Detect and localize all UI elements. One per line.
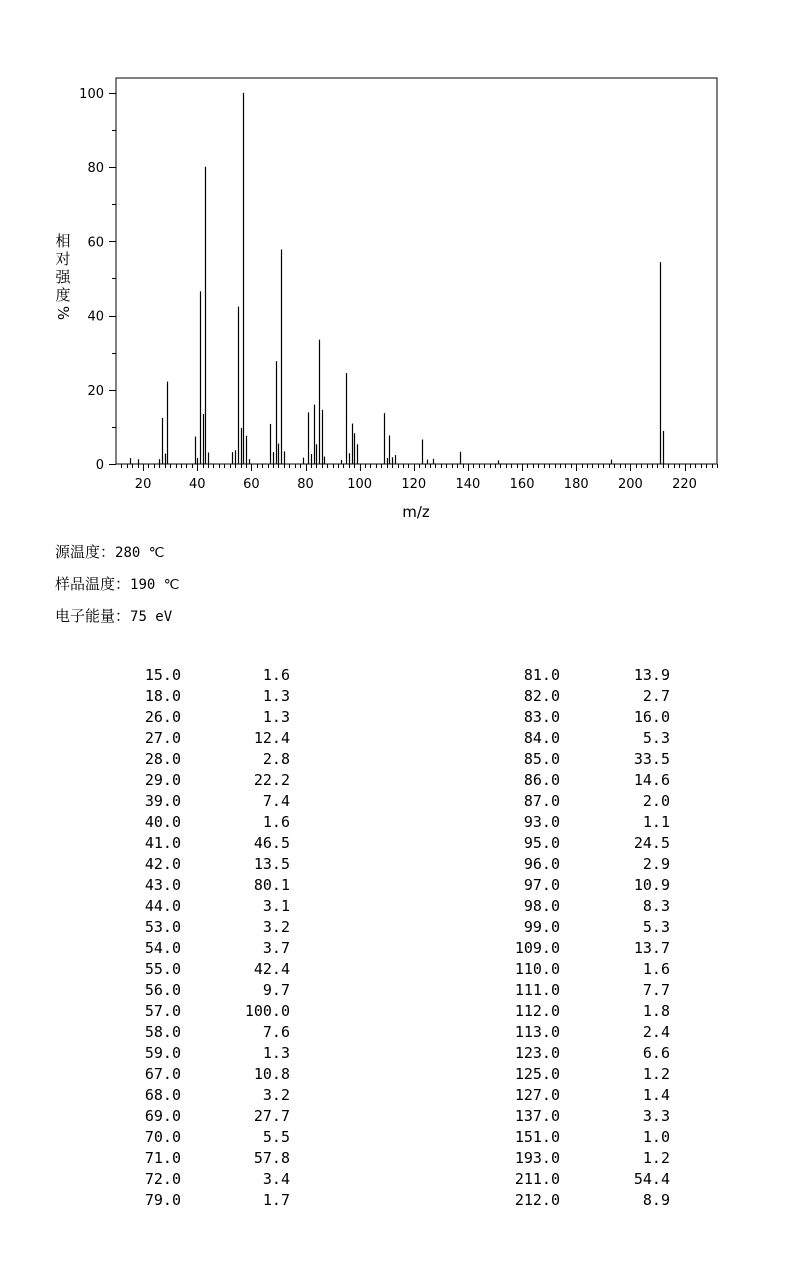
table-row — [0, 1043, 400, 1064]
table-row — [0, 980, 400, 1001]
abundance-value: 10.9 — [633, 876, 670, 894]
table-row — [0, 854, 400, 875]
table-row — [400, 1085, 794, 1106]
mz-value: 53.0 — [144, 918, 181, 936]
y-tick-label: 40 — [87, 309, 104, 325]
mz-value: 125.0 — [514, 1065, 560, 1083]
mz-value: 69.0 — [144, 1107, 181, 1125]
plot-frame — [116, 78, 717, 464]
table-row — [400, 917, 794, 938]
table-row — [400, 665, 794, 686]
sample-temperature-label: 样品温度： — [55, 575, 131, 593]
x-tick-label: 220 — [672, 477, 697, 492]
abundance-value: 7.7 — [642, 981, 670, 999]
abundance-value: 1.2 — [642, 1149, 670, 1167]
mz-value: 82.0 — [523, 687, 560, 705]
table-row — [0, 1085, 400, 1106]
abundance-value: 3.2 — [262, 1086, 290, 1104]
abundance-value: 13.7 — [633, 939, 670, 957]
mz-value: 41.0 — [144, 834, 181, 852]
mz-value: 212.0 — [514, 1191, 560, 1209]
abundance-value: 5.3 — [642, 729, 670, 747]
abundance-value: 1.3 — [262, 1044, 290, 1062]
abundance-value: 100.0 — [244, 1002, 290, 1020]
table-row — [0, 728, 400, 749]
x-tick-label: 40 — [188, 477, 206, 492]
table-row — [400, 1190, 794, 1211]
mz-value: 15.0 — [144, 666, 181, 684]
source-temperature — [55, 541, 164, 562]
table-row — [400, 1169, 794, 1190]
y-label-char: % — [54, 305, 72, 321]
table-row — [0, 1064, 400, 1085]
abundance-value: 10.8 — [253, 1065, 290, 1083]
abundance-value: 3.7 — [262, 939, 290, 957]
y-tick-label: 20 — [87, 383, 104, 399]
abundance-value: 2.7 — [642, 687, 670, 705]
x-tick-label: 180 — [563, 477, 589, 492]
abundance-value: 13.9 — [633, 666, 670, 684]
abundance-value: 16.0 — [633, 708, 670, 726]
abundance-value: 54.4 — [633, 1170, 670, 1188]
mz-value: 55.0 — [144, 960, 181, 978]
mz-value: 29.0 — [144, 771, 181, 789]
y-tick-label: 60 — [87, 235, 104, 251]
table-row — [0, 707, 400, 728]
abundance-value: 1.4 — [642, 1086, 670, 1104]
x-tick-label: 60 — [243, 477, 260, 492]
electron-energy — [55, 605, 172, 626]
x-tick-label: 80 — [297, 477, 314, 492]
table-row — [400, 770, 794, 791]
mz-value: 26.0 — [144, 708, 181, 726]
y-tick-label: 100 — [79, 86, 104, 102]
y-label-char: 强 — [55, 268, 71, 286]
mz-value: 93.0 — [523, 813, 560, 831]
mz-value: 99.0 — [523, 918, 560, 936]
table-row — [0, 875, 400, 896]
table-row — [400, 1043, 794, 1064]
table-row — [0, 749, 400, 770]
mz-value: 110.0 — [514, 960, 560, 978]
spectrum-bars — [131, 93, 664, 464]
table-row — [0, 896, 400, 917]
table-row — [400, 812, 794, 833]
abundance-value: 1.6 — [262, 813, 290, 831]
y-label-char: 度 — [55, 286, 71, 304]
mz-value: 84.0 — [523, 729, 560, 747]
abundance-value: 80.1 — [253, 876, 290, 894]
mz-value: 72.0 — [144, 1170, 181, 1188]
table-row — [400, 980, 794, 1001]
abundance-value: 2.8 — [262, 750, 290, 768]
mz-value: 44.0 — [144, 897, 181, 915]
abundance-value: 12.4 — [253, 729, 290, 747]
mz-value: 40.0 — [144, 813, 181, 831]
abundance-value: 5.5 — [262, 1128, 290, 1146]
table-row — [0, 770, 400, 791]
abundance-value: 8.9 — [642, 1191, 670, 1209]
table-row — [0, 686, 400, 707]
electron-energy-value: 75 eV — [130, 609, 173, 625]
sample-temperature — [55, 573, 179, 594]
mz-value: 58.0 — [144, 1023, 181, 1041]
table-row — [0, 665, 400, 686]
table-row — [400, 1148, 794, 1169]
table-row — [400, 1127, 794, 1148]
abundance-value: 33.5 — [633, 750, 670, 768]
table-row — [0, 1190, 400, 1211]
x-tick-label: 140 — [455, 477, 481, 492]
abundance-value: 2.4 — [642, 1023, 670, 1041]
mz-value: 56.0 — [144, 981, 181, 999]
abundance-value: 46.5 — [253, 834, 290, 852]
abundance-value: 3.4 — [262, 1170, 290, 1188]
mz-value: 79.0 — [144, 1191, 181, 1209]
mz-value: 28.0 — [144, 750, 181, 768]
abundance-value: 7.6 — [262, 1023, 290, 1041]
x-tick-label: 160 — [509, 477, 535, 492]
mz-value: 85.0 — [523, 750, 560, 768]
x-axis-ticks — [122, 464, 718, 492]
sample-temperature-value: 190 ℃ — [130, 577, 180, 593]
mz-value: 127.0 — [514, 1086, 560, 1104]
mz-value: 95.0 — [523, 834, 560, 852]
mz-value: 54.0 — [144, 939, 181, 957]
abundance-value: 3.2 — [262, 918, 290, 936]
mz-value: 86.0 — [523, 771, 560, 789]
abundance-value: 1.3 — [262, 708, 290, 726]
table-row — [400, 686, 794, 707]
mz-value: 109.0 — [514, 939, 560, 957]
mz-value: 57.0 — [144, 1002, 181, 1020]
abundance-value: 1.8 — [642, 1002, 670, 1020]
mz-value: 70.0 — [144, 1128, 181, 1146]
abundance-value: 1.0 — [642, 1128, 670, 1146]
abundance-value: 24.5 — [633, 834, 670, 852]
table-row — [0, 812, 400, 833]
table-row — [0, 959, 400, 980]
abundance-value: 13.5 — [253, 855, 290, 873]
mz-value: 137.0 — [514, 1107, 560, 1125]
mz-value: 18.0 — [144, 687, 181, 705]
abundance-value: 22.2 — [253, 771, 290, 789]
abundance-value: 42.4 — [253, 960, 290, 978]
mz-value: 67.0 — [144, 1065, 181, 1083]
table-row — [400, 728, 794, 749]
mz-value: 112.0 — [514, 1002, 560, 1020]
mz-value: 81.0 — [523, 666, 560, 684]
mz-value: 111.0 — [514, 981, 560, 999]
x-tick-label: 120 — [401, 477, 427, 492]
abundance-value: 2.9 — [642, 855, 670, 873]
mz-value: 39.0 — [144, 792, 181, 810]
table-row — [0, 1127, 400, 1148]
table-row — [400, 1106, 794, 1127]
x-tick-label: 200 — [617, 477, 643, 492]
abundance-value: 1.7 — [262, 1191, 290, 1209]
mz-value: 96.0 — [523, 855, 560, 873]
table-row — [0, 917, 400, 938]
table-row — [400, 1064, 794, 1085]
table-row — [400, 875, 794, 896]
table-row — [0, 1001, 400, 1022]
mz-value: 59.0 — [144, 1044, 181, 1062]
y-axis-label — [54, 232, 72, 320]
table-row — [400, 833, 794, 854]
table-row — [0, 791, 400, 812]
abundance-value: 2.0 — [642, 792, 670, 810]
electron-energy-label: 电子能量： — [55, 607, 131, 625]
abundance-value: 1.2 — [642, 1065, 670, 1083]
abundance-value: 1.6 — [642, 960, 670, 978]
mz-value: 42.0 — [144, 855, 181, 873]
y-axis-ticks — [79, 87, 116, 473]
mz-value: 98.0 — [523, 897, 560, 915]
mz-value: 43.0 — [144, 876, 181, 894]
mz-value: 193.0 — [514, 1149, 560, 1167]
abundance-value: 9.7 — [262, 981, 290, 999]
table-row — [0, 938, 400, 959]
mz-value: 68.0 — [144, 1086, 181, 1104]
y-label-char: 相 — [55, 232, 71, 250]
abundance-value: 6.6 — [642, 1044, 670, 1062]
mz-value: 83.0 — [523, 708, 560, 726]
x-tick-label: 20 — [134, 477, 152, 492]
x-axis-label: m/z — [402, 503, 430, 521]
abundance-value: 1.1 — [642, 813, 670, 831]
table-row — [400, 854, 794, 875]
mz-value: 151.0 — [514, 1128, 560, 1146]
mz-value: 113.0 — [514, 1023, 560, 1041]
mz-value: 211.0 — [514, 1170, 560, 1188]
table-row — [0, 1148, 400, 1169]
abundance-value: 27.7 — [253, 1107, 290, 1125]
mz-value: 71.0 — [144, 1149, 181, 1167]
mz-value: 123.0 — [514, 1044, 560, 1062]
abundance-value: 3.3 — [642, 1107, 670, 1125]
abundance-value: 8.3 — [642, 897, 670, 915]
table-row — [400, 749, 794, 770]
table-row — [400, 707, 794, 728]
abundance-value: 7.4 — [262, 792, 290, 810]
abundance-value: 1.6 — [262, 666, 290, 684]
abundance-value: 57.8 — [253, 1149, 290, 1167]
mz-value: 27.0 — [144, 729, 181, 747]
abundance-value: 3.1 — [262, 897, 290, 915]
table-row — [400, 1001, 794, 1022]
abundance-value: 5.3 — [642, 918, 670, 936]
table-row — [0, 833, 400, 854]
table-row — [400, 938, 794, 959]
y-label-char: 对 — [55, 250, 71, 268]
table-row — [400, 896, 794, 917]
abundance-value: 14.6 — [633, 771, 670, 789]
x-tick-label: 100 — [347, 477, 373, 492]
table-row — [0, 1169, 400, 1190]
y-tick-label: 0 — [95, 458, 104, 473]
mass-spectrum-chart — [0, 0, 794, 530]
mz-value: 97.0 — [523, 876, 560, 894]
table-row — [0, 1022, 400, 1043]
abundance-value: 1.3 — [262, 687, 290, 705]
table-row — [0, 1106, 400, 1127]
table-row — [400, 791, 794, 812]
table-row — [400, 1022, 794, 1043]
table-row — [400, 959, 794, 980]
mz-value: 87.0 — [523, 792, 560, 810]
y-tick-label: 80 — [87, 161, 104, 177]
source-temperature-label: 源温度： — [55, 543, 116, 561]
source-temperature-value: 280 ℃ — [115, 545, 165, 561]
